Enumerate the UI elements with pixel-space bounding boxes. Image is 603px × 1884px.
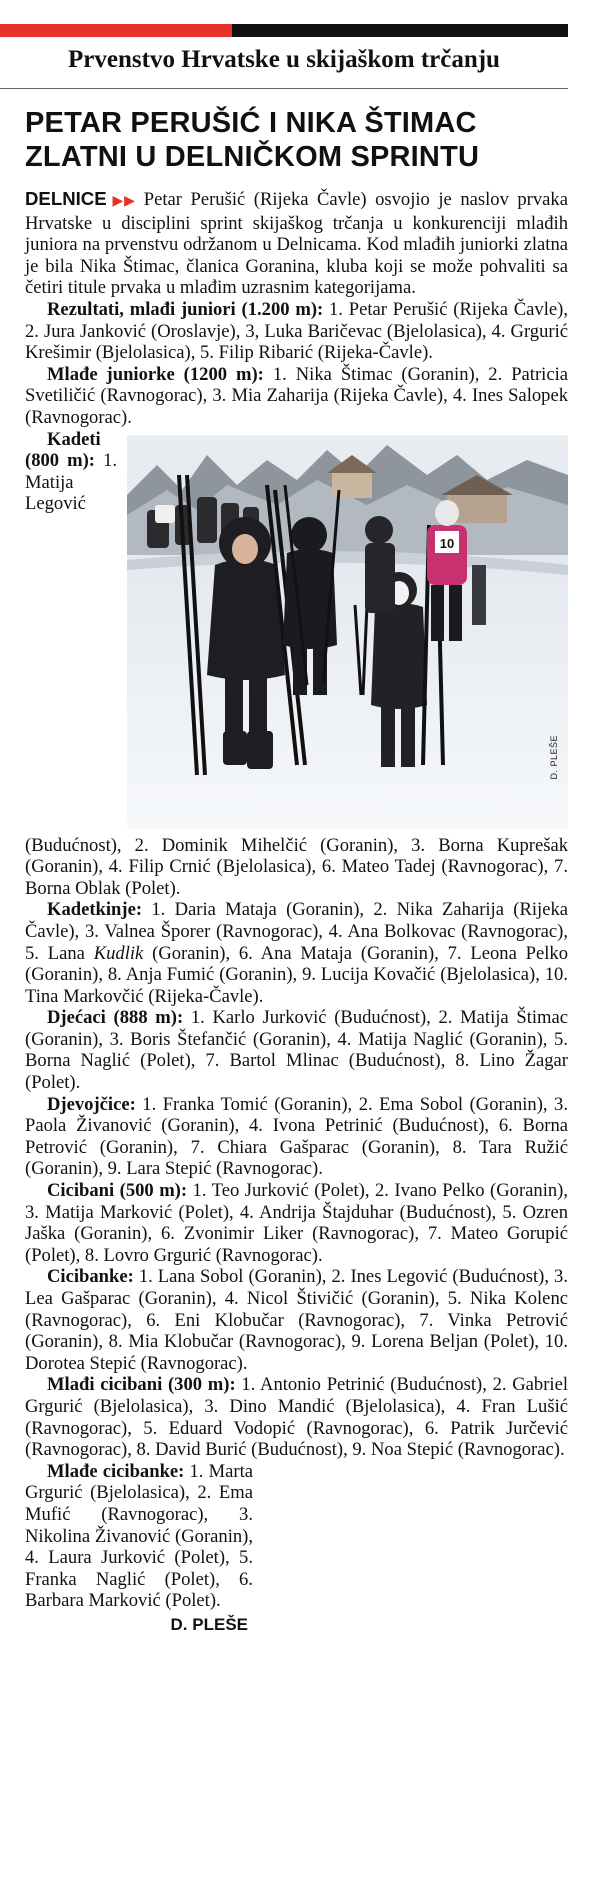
dateline: DELNICE (25, 188, 107, 209)
category-label: Mlađe cicibanke: (47, 1460, 185, 1482)
category-results: 1. Karlo Jurković (Budućnost), 2. Matija Štimac (Goranin), 3. Boris Štefančić (Goranin), 4. Matija Naglić (Goranin), 5. Borna Naglić (Polet), 7. Bartol Mlinac (Budućnost), 8. Lino Žagar (Polet). (25, 1007, 568, 1094)
results-boys (25, 1007, 568, 1093)
results-junior-men (25, 299, 568, 364)
dateline-arrow-icon: ▶▶ (108, 193, 136, 209)
article-body (25, 188, 568, 1636)
italic-name: Kudlik (93, 942, 144, 964)
byline: D. PLEŠE (170, 1614, 248, 1634)
category-label: Djevojčice: (47, 1093, 136, 1115)
category-results: 1. Matija Legović (Budućnost), 2. Dominik Mihelčić (Goranin), 3. Borna Kuprešak (Goranin), 4. Filip Crnić (Bjelolasica), 6. Mateo Tadej (Ravnogorac), 7. Borna Oblak (Polet). (25, 450, 568, 899)
results-young-cicibani (25, 1374, 568, 1460)
category-label: Mlađi cicibani (300 m): (47, 1374, 236, 1396)
category-label: Cicibani (500 m): (47, 1180, 188, 1202)
headline-line-1: PETAR PERUŠIĆ I NIKA ŠTIMAC (25, 107, 477, 139)
category-label: Rezultati, mlađi juniori (1.200 m): (47, 298, 324, 320)
photo-credit: D. PLEŠE (549, 734, 560, 780)
ski-photo-image (127, 435, 568, 829)
results-girls (25, 1094, 568, 1180)
header-rule (0, 88, 568, 89)
category-results: 1. Antonio Petrinić (Budućnost), 2. Gabriel Grgurić (Bjelolasica), 3. Dino Mandić (Bjelolasica), 4. Fran Lušić (Ravnogorac), 5. Eduard Vodopić (Ravnogorac), 6. Patrik Jurčević (Ravnogorac), 8. David Burić (Budućnost), 9. Noa Stepić (Ravnogorac). (25, 1374, 568, 1461)
results-junior-women (25, 364, 568, 429)
category-label: Kadeti (800 m): (25, 428, 101, 472)
category-results: 1. Teo Jurković (Polet), 2. Ivano Pelko (Goranin), 3. Matija Marković (Polet), 4. Andrija Štajduhar (Budućnost), 5. Ozren Jaška (Goranin), 6. Zvonimir Liker (Ravnogorac), 7. Mateo Gorupić (Polet), 8. Lovro Grgurić (Ravnogorac). (25, 1180, 568, 1266)
bib-number: 10 (439, 535, 455, 551)
results-cicibanke (25, 1266, 568, 1374)
section-title: Prvenstvo Hrvatske u skijaškom trčanju (68, 46, 500, 73)
category-results: 1. Marta Grgurić (Bjelolasica), 2. Ema Mufić (Ravnogorac), 3. Nikolina Živanović (Goranin), 4. Laura Jurković (Polet), 5. Franka Naglić (Polet), 6. Barbara Marković (Polet). (25, 1460, 253, 1612)
results-young-cicibanke (25, 1461, 253, 1612)
header-black-bar (232, 24, 568, 37)
header-red-bar (0, 24, 232, 37)
lead-text: Petar Perušić (Rijeka Čavle) osvojio je naslov prvaka Hrvatske u disciplini sprint skijaškog trčanja u konkurenciji mlađih juniora na prvenstvu održanom u Delnicama. Kod mlađih juniorki zlatna je bila Nika Štimac, članica Goranina, kluba koji se može pohvaliti sa četiri titule prvaka u mlađim uzrasnim kategorijama. (25, 189, 568, 299)
category-label: Cicibanke: (47, 1266, 134, 1288)
headline (25, 106, 565, 174)
lead-paragraph (25, 188, 568, 299)
category-label: Djećaci (888 m): (47, 1007, 184, 1029)
category-results: 1. Franka Tomić (Goranin), 2. Ema Sobol (Goranin), 3. Paola Živanović (Goranin), 4. Ivona Petrinić (Budućnost), 6. Borna Petrović (Goranin), 7. Chiara Gašparac (Goranin), 8. Tara Ružić (Goranin), 9. Lara Stepić (Ravnogorac). (25, 1093, 568, 1180)
category-results: 1. Daria Mataja (Goranin), 2. Nika Zaharija (Rijeka Čavle), 3. Valnea Šporer (Ravnogorac), 4. Ana Bolkovac (Ravnogorac), 5. Lana (25, 899, 568, 964)
category-results: 1. Nika Štimac (Goranin), 2. Patricia Svetiličić (Ravnogorac), 3. Mia Zaharija (Rijeka Čavle), 4. Ines Salopek (Ravnogorac). (25, 363, 568, 428)
article-photo (127, 435, 568, 829)
category-results: 1. Lana Sobol (Goranin), 2. Ines Legović (Budućnost), 3. Lea Gašparac (Goranin), 4. Nicol Štivičić (Goranin), 5. Nika Kolenc (Ravnogorac), 6. Eni Klobučar (Ravnogorac), 7. Vinka Petrović (Goranin), 8. Mia Klobučar (Ravnogorac), 9. Lorena Beljan (Polet), 10. Dorotea Stepić (Ravnogorac). (25, 1266, 568, 1374)
category-results: 1. Petar Perušić (Rijeka Čavle), 2. Jura Janković (Oroslavje), 3, Luka Baričevac (Bjelolasica), 4. Grgurić Krešimir (Bjelolasica), 5. Filip Ribarić (Rijeka-Čavle). (25, 298, 568, 364)
headline-line-2: ZLATNI U DELNIČKOM SPRINTU (25, 141, 480, 173)
category-label: Kadetkinje: (47, 899, 143, 921)
results-cicibani (25, 1180, 568, 1266)
results-cadet-women (25, 899, 568, 1007)
category-label: Mlađe juniorke (1200 m): (47, 363, 264, 385)
category-results-cont: (Goranin), 6. Ana Mataja (Goranin), 7. Leona Pelko (Goranin), 8. Anja Fumić (Goranin), 9. Lucija Kovačić (Bjelolasica), 10. Tina Markovčić (Rijeka-Čavle). (25, 942, 569, 1007)
